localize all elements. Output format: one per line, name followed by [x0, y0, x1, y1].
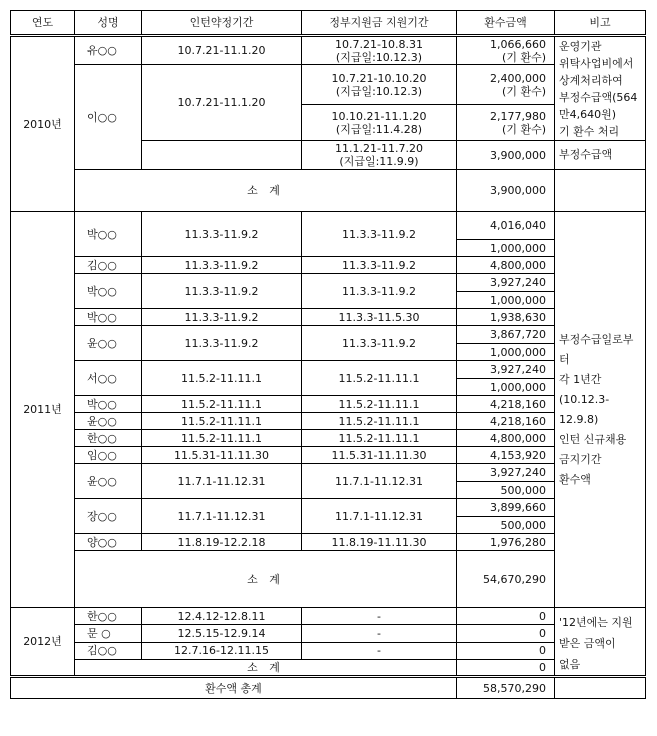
- table-row: [11, 499, 646, 517]
- table-row: [11, 65, 646, 105]
- table-row: [11, 36, 646, 65]
- recovery-amount: 1,938,630: [457, 309, 555, 326]
- recovery-amount: 500,000: [457, 517, 555, 534]
- intern-period: 12.7.16-12.11.15: [142, 642, 302, 659]
- subtotal-row: [11, 170, 646, 212]
- intern-period: 10.7.21-11.1.20: [142, 65, 302, 141]
- intern-period: 12.4.12-12.8.11: [142, 608, 302, 625]
- support-period: 11.7.1-11.12.31: [302, 499, 457, 534]
- table-row: [11, 361, 646, 379]
- recovery-amount: 3,899,660: [457, 499, 555, 517]
- note-2012: '12년에는 지원 받은 금액이 없음: [555, 608, 646, 677]
- recovery-amount: 1,000,000: [457, 292, 555, 309]
- header-note: 비고: [555, 11, 646, 36]
- recovery-amount: 3,927,240: [457, 464, 555, 482]
- person-name: 윤○○: [75, 413, 142, 430]
- recovery-amount: 2,177,980 (기 환수): [457, 105, 555, 141]
- recovery-amount: 1,000,000: [457, 379, 555, 396]
- support-period: 10.7.21-10.10.20 (지급일:10.12.3): [302, 65, 457, 105]
- table-row: [11, 274, 646, 292]
- support-period: 10.7.21-10.8.31 (지급일:10.12.3): [302, 36, 457, 65]
- person-name: 이○○: [75, 65, 142, 170]
- support-period: 11.3.3-11.5.30: [302, 309, 457, 326]
- recovery-amount: 0: [457, 642, 555, 659]
- year-2012: 2012년: [11, 608, 75, 677]
- support-period: 11.3.3-11.9.2: [302, 274, 457, 309]
- note-2010-last: 부정수급액: [555, 141, 646, 170]
- subtotal-value: 3,900,000: [457, 170, 555, 212]
- person-name: 윤○○: [75, 326, 142, 361]
- recovery-amount: 3,927,240: [457, 361, 555, 379]
- intern-period: 11.5.2-11.11.1: [142, 361, 302, 396]
- support-period: 11.3.3-11.9.2: [302, 257, 457, 274]
- recovery-amount: 0: [457, 625, 555, 642]
- subtotal-value: 54,670,290: [457, 551, 555, 608]
- recovery-amount: 500,000: [457, 482, 555, 499]
- support-period: 11.5.2-11.11.1: [302, 430, 457, 447]
- recovery-amount: 1,000,000: [457, 344, 555, 361]
- note-2010: 운영기관 위탁사업비에서 상계처리하여 부정수급액(564 만4,640원) 기 환수 처리: [555, 36, 646, 141]
- support-period: -: [302, 608, 457, 625]
- total-value: 58,570,290: [457, 677, 555, 699]
- header-intern-period: 인턴약정기간: [142, 11, 302, 36]
- subtotal-label: 소 계: [75, 551, 457, 608]
- person-name: 양○○: [75, 534, 142, 551]
- table-row: [11, 212, 646, 240]
- support-period: 11.7.1-11.12.31: [302, 464, 457, 499]
- recovery-table: [10, 10, 646, 699]
- intern-period: 12.5.15-12.9.14: [142, 625, 302, 642]
- person-name: 장○○: [75, 499, 142, 534]
- subtotal-value: 0: [457, 659, 555, 676]
- person-name: 임○○: [75, 447, 142, 464]
- support-period: 11.3.3-11.9.2: [302, 326, 457, 361]
- support-period: 10.10.21-11.1.20 (지급일:11.4.28): [302, 105, 457, 141]
- subtotal-row: [11, 659, 646, 676]
- person-name: 문 ○: [75, 625, 142, 642]
- recovery-amount: 4,800,000: [457, 257, 555, 274]
- intern-period: 11.5.2-11.11.1: [142, 396, 302, 413]
- support-period: 11.5.2-11.11.1: [302, 396, 457, 413]
- support-period: -: [302, 642, 457, 659]
- intern-period: 11.3.3-11.9.2: [142, 257, 302, 274]
- table-row: [11, 642, 646, 659]
- person-name: 박○○: [75, 274, 142, 309]
- recovery-amount: 0: [457, 608, 555, 625]
- intern-period: 11.3.3-11.9.2: [142, 326, 302, 361]
- table-row: [11, 413, 646, 430]
- table-row: [11, 430, 646, 447]
- intern-period: [142, 141, 302, 170]
- year-2010: 2010년: [11, 36, 75, 212]
- support-period: 11.5.31-11.11.30: [302, 447, 457, 464]
- recovery-amount: 4,218,160: [457, 396, 555, 413]
- person-name: 박○○: [75, 212, 142, 257]
- person-name: 한○○: [75, 430, 142, 447]
- header-row: [11, 11, 646, 36]
- intern-period: 11.3.3-11.9.2: [142, 274, 302, 309]
- table-row: [11, 326, 646, 344]
- person-name: 김○○: [75, 642, 142, 659]
- subtotal-label: 소 계: [75, 170, 457, 212]
- recovery-amount: 1,976,280: [457, 534, 555, 551]
- recovery-amount: 3,900,000: [457, 141, 555, 170]
- person-name: 윤○○: [75, 464, 142, 499]
- subtotal-label: 소 계: [75, 659, 457, 676]
- table-row: [11, 534, 646, 551]
- total-row: [11, 677, 646, 699]
- recovery-amount: 1,000,000: [457, 240, 555, 257]
- header-year: 연도: [11, 11, 75, 36]
- note-2011: 부정수급일로부터 각 1년간 (10.12.3-12.9.8) 인턴 신규채용 금지기간 환수액: [555, 212, 646, 608]
- intern-period: 10.7.21-11.1.20: [142, 36, 302, 65]
- intern-period: 11.7.1-11.12.31: [142, 464, 302, 499]
- person-name: 서○○: [75, 361, 142, 396]
- recovery-amount: 4,800,000: [457, 430, 555, 447]
- table-row: [11, 396, 646, 413]
- table-row: [11, 625, 646, 642]
- intern-period: 11.3.3-11.9.2: [142, 309, 302, 326]
- intern-period: 11.7.1-11.12.31: [142, 499, 302, 534]
- header-support-period: 정부지원금 지원기간: [302, 11, 457, 36]
- intern-period: 11.3.3-11.9.2: [142, 212, 302, 257]
- person-name: 박○○: [75, 396, 142, 413]
- recovery-amount: 4,016,040: [457, 212, 555, 240]
- recovery-amount: 4,153,920: [457, 447, 555, 464]
- intern-period: 11.8.19-12.2.18: [142, 534, 302, 551]
- recovery-amount: 2,400,000 (기 환수): [457, 65, 555, 105]
- support-period: 11.8.19-11.11.30: [302, 534, 457, 551]
- total-label: 환수액 총계: [11, 677, 457, 699]
- table-row: [11, 257, 646, 274]
- person-name: 김○○: [75, 257, 142, 274]
- header-name: 성명: [75, 11, 142, 36]
- person-name: 한○○: [75, 608, 142, 625]
- intern-period: 11.5.2-11.11.1: [142, 413, 302, 430]
- intern-period: 11.5.2-11.11.1: [142, 430, 302, 447]
- table-row: [11, 447, 646, 464]
- support-period: 11.5.2-11.11.1: [302, 413, 457, 430]
- subtotal-row: [11, 551, 646, 608]
- table-row: [11, 464, 646, 482]
- support-period: 11.5.2-11.11.1: [302, 361, 457, 396]
- support-period: -: [302, 625, 457, 642]
- year-2011: 2011년: [11, 212, 75, 608]
- recovery-amount: 1,066,660 (기 환수): [457, 36, 555, 65]
- person-name: 유○○: [75, 36, 142, 65]
- intern-period: 11.5.31-11.11.30: [142, 447, 302, 464]
- recovery-amount: 3,927,240: [457, 274, 555, 292]
- support-period: 11.1.21-11.7.20 (지급일:11.9.9): [302, 141, 457, 170]
- support-period: 11.3.3-11.9.2: [302, 212, 457, 257]
- table-row: [11, 608, 646, 625]
- recovery-amount: 4,218,160: [457, 413, 555, 430]
- table-row: [11, 309, 646, 326]
- recovery-amount: 3,867,720: [457, 326, 555, 344]
- person-name: 박○○: [75, 309, 142, 326]
- header-amount: 환수금액: [457, 11, 555, 36]
